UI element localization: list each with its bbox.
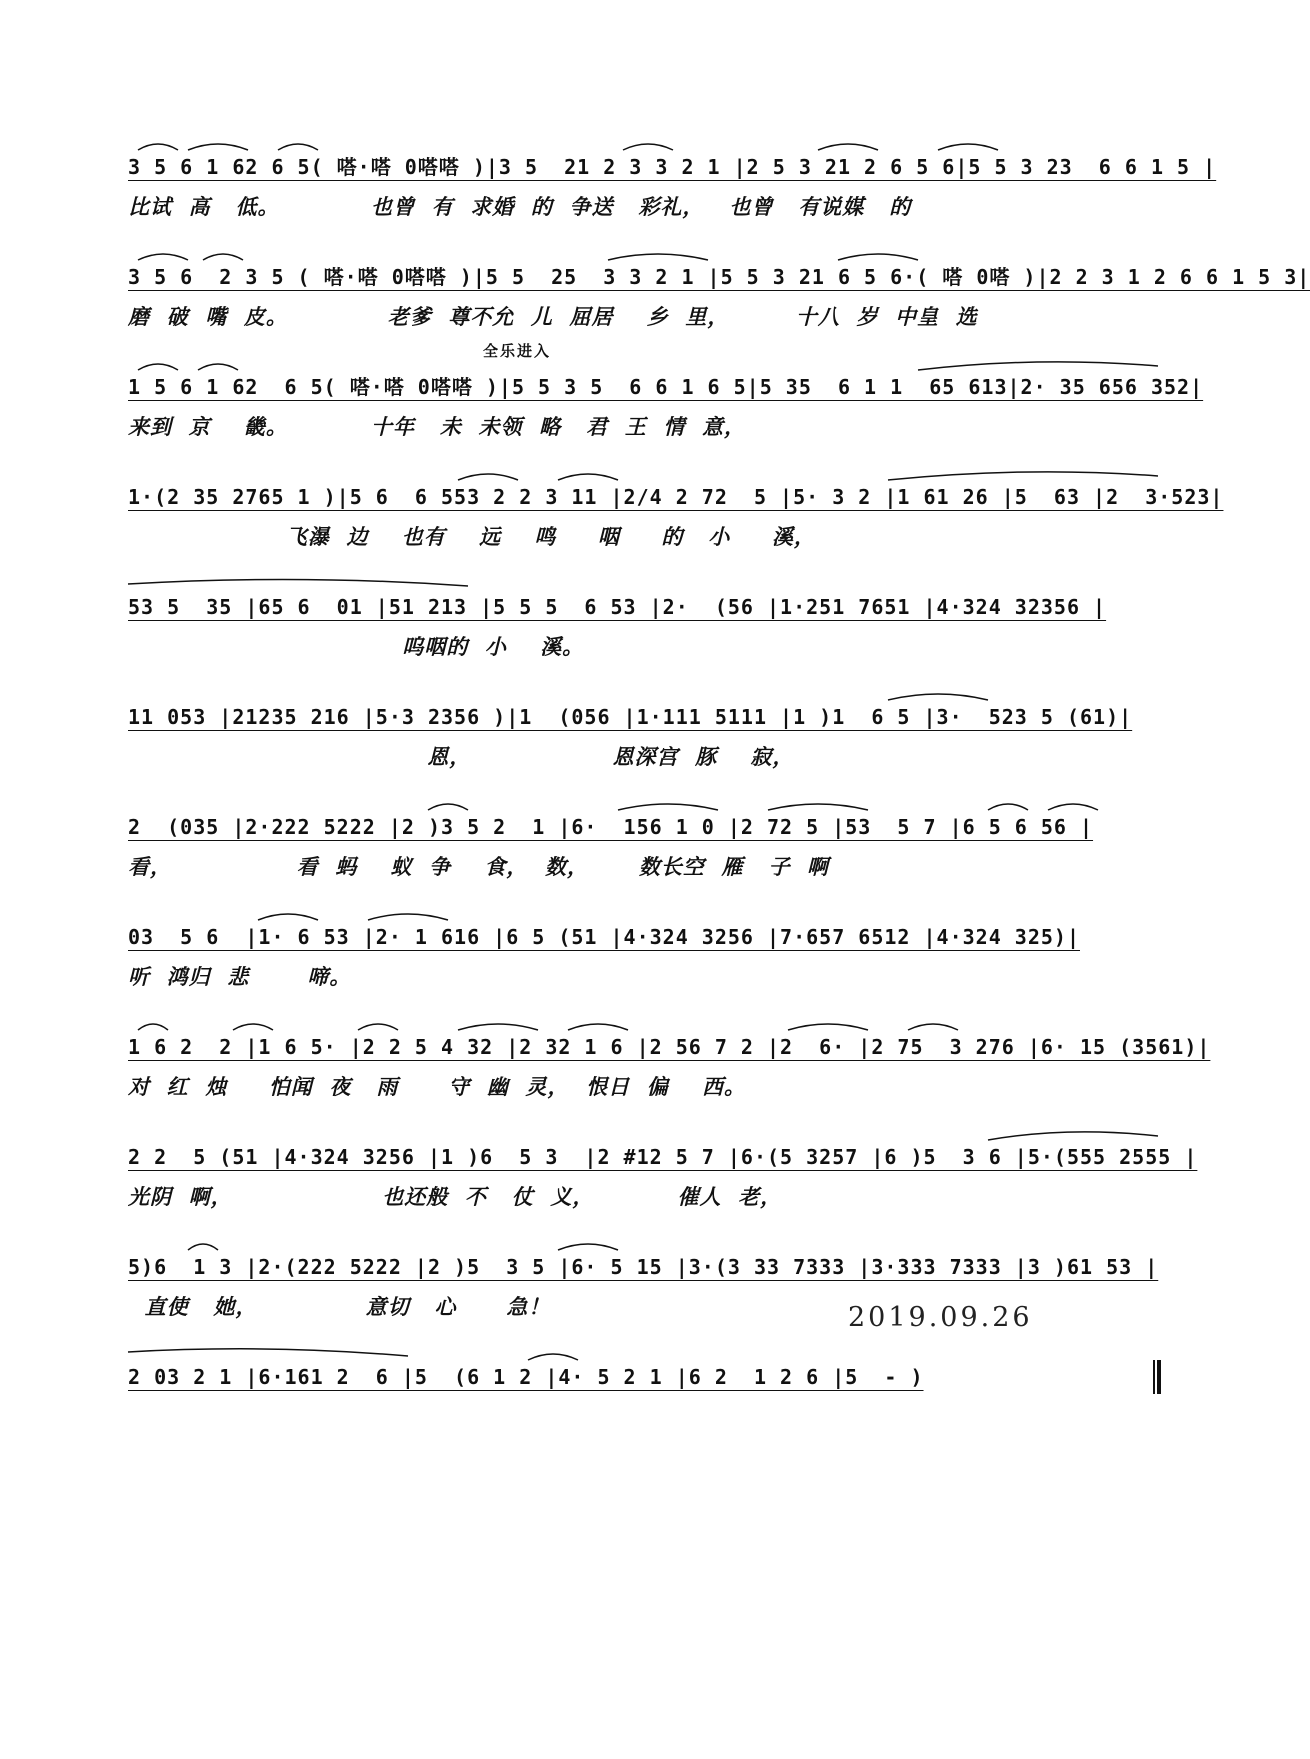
lyrics-line: 直使 她， 意切 心 急！ — [128, 1294, 551, 1319]
lyrics-line: 呜咽的 小 溪。 — [128, 634, 585, 659]
jianpu-notation-line: 5)6 1 3 |2·(222 5222 |2 )5 3 5 |6· 5 15 |3·(3 33 7333 |3·333 7333 |3 )61 53 | — [128, 1255, 1159, 1279]
final-barline — [1153, 1360, 1161, 1394]
performance-annotation: 全乐进入 — [483, 342, 552, 360]
score-system-9 — [128, 1008, 1211, 1118]
score-system-8 — [128, 898, 1163, 1008]
jianpu-notation-line: 1 5 6 1 62 6 5( 嗒·嗒 0嗒嗒 )|5 5 3 5 6 6 1 6 5|5 35 6 1 1 65 613|2· 35 656 352| — [128, 375, 1204, 399]
jianpu-notation-line: 2 03 2 1 |6·161 2 6 |5 (6 1 2 |4· 5 2 1 |6 2 1 2 6 |5 - ) — [128, 1365, 924, 1389]
lyrics-line: 光阴 啊， 也还般 不 仗 义， 催人 老， — [128, 1184, 783, 1209]
lyrics-line: 听 鸿归 悲 啼。 — [128, 964, 352, 989]
jianpu-notation-line: 11 053 |21235 216 |5·3 2356 )|1 (056 |1·111 5111 |1 )1 6 5 |3· 523 5 (61)| — [128, 705, 1133, 729]
jianpu-notation-line: 1 6 2 2 |1 6 5· |2 2 5 4 32 |2 32 1 6 |2 56 7 2 |2 6· |2 75 3 276 |6· 15 (3561)| — [128, 1035, 1211, 1059]
score-system-4 — [128, 458, 1224, 568]
jianpu-notation-line: 3 5 6 2 3 5 ( 嗒·嗒 0嗒嗒 )|5 5 25 3 3 2 1 |5 5 3 21 6 5 6·( 嗒 0嗒 )|2 2 3 1 2 6 6 1 5 3| — [128, 265, 1310, 289]
lyrics-line: 对 红 烛 怕闻 夜 雨 守 幽 灵， 恨日 偏 西。 — [128, 1074, 746, 1099]
lyrics-line: 磨 破 嘴 皮。 老爹 尊不允 儿 屈居 乡 里， 十八 岁 中皇 选 — [128, 304, 978, 329]
lyrics-line: 飞瀑 边 也有 远 鸣 咽 的 小 溪， — [128, 524, 816, 549]
score-system-5 — [128, 568, 1163, 678]
score-system-12 — [128, 1338, 1163, 1448]
lyrics-line: 恩， 恩深宫 豚 寂， — [128, 744, 795, 769]
score-system-2 — [128, 238, 1310, 348]
jianpu-notation-line: 1·(2 35 2765 1 )|5 6 6 553 2 2 3 11 |2/4 2 72 5 |5· 3 2 |1 61 26 |5 63 |2 3·523| — [128, 485, 1224, 509]
jianpu-notation-line: 53 5 35 |65 6 01 |51 213 |5 5 5 6 53 |2· (56 |1·251 7651 |4·324 32356 | — [128, 595, 1107, 619]
lyrics-line: 来到 京 畿。 十年 未 未领 略 君 王 情 意， — [128, 414, 746, 439]
jianpu-notation-line: 3 5 6 1 62 6 5( 嗒·嗒 0嗒嗒 )|3 5 21 2 3 3 2 1 |2 5 3 21 2 6 5 6|5 5 3 23 6 6 1 5 | — [128, 155, 1217, 179]
lyrics-line: 比试 高 低。 也曾 有 求婚 的 争送 彩礼， 也曾 有说媒 的 — [128, 194, 912, 219]
score-system-3 — [128, 342, 1204, 458]
jianpu-notation-line: 2 (035 |2·222 5222 |2 )3 5 2 1 |6· 156 1 0 |2 72 5 |53 5 7 |6 5 6 56 | — [128, 815, 1094, 839]
jianpu-notation-line: 03 5 6 |1· 6 53 |2· 1 616 |6 5 (51 |4·324 3256 |7·657 6512 |4·324 325)| — [128, 925, 1080, 949]
numbered-music-score — [128, 128, 1310, 1458]
score-system-6 — [128, 678, 1163, 788]
score-system-10 — [128, 1118, 1198, 1228]
date-stamp: 2019.09.26 — [848, 1302, 1033, 1333]
score-system-1 — [128, 128, 1217, 238]
jianpu-notation-line: 2 2 5 (51 |4·324 3256 |1 )6 5 3 |2 #12 5 7 |6·(5 3257 |6 )5 3 6 |5·(555 2555 | — [128, 1145, 1198, 1169]
lyrics-line: 看， 看 蚂 蚁 争 食， 数， 数长空 雁 子 啊 — [128, 854, 830, 879]
score-system-7 — [128, 788, 1163, 898]
